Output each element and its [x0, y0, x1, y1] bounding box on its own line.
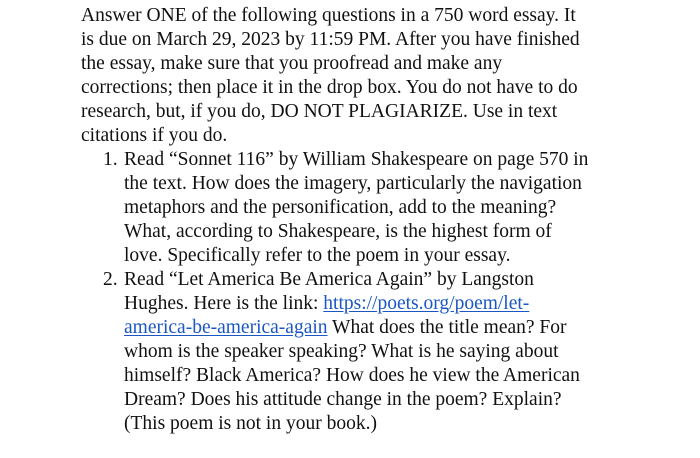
question-2-line [124, 316, 567, 340]
question-2-line: whom is the speaker speaking? What is he saying about [124, 341, 559, 362]
question-2-text: Hughes. Here is the link: [124, 293, 324, 314]
question-2-text: What does the title mean? For [327, 317, 567, 338]
question-2-line: (This poem is not in your book.) [124, 413, 377, 434]
question-1-line: the text. How does the imagery, particularly the navigation [124, 173, 582, 194]
intro-line: the essay, make sure that you proofread and make any [81, 53, 503, 74]
question-2-line [124, 292, 529, 316]
question-1-line: Read “Sonnet 116” by William Shakespeare on page 570 in [124, 149, 589, 170]
question-1-line: love. Specifically refer to the poem in your essay. [124, 245, 511, 266]
question-1-line: metaphors and the personification, add to the meaning? [124, 197, 557, 218]
intro-line: citations if you do. [81, 125, 228, 146]
intro-line: research, but, if you do, DO NOT PLAGIARIZE. Use in text [81, 101, 558, 122]
intro-line: Answer ONE of the following questions in a 750 word essay. It [81, 5, 576, 26]
question-1-number: 1. [103, 149, 118, 170]
question-2-line: Read “Let America Be America Again” by Langston [124, 269, 534, 290]
question-2-line: Dream? Does his attitude change in the poem? Explain? [124, 389, 562, 410]
poem-link[interactable]: https://poets.org/poem/let- [323, 293, 530, 314]
question-2-line: himself? Black America? How does he view the American [124, 365, 580, 386]
poem-link-continued[interactable]: america-be-america-again [124, 317, 328, 338]
intro-line: is due on March 29, 2023 by 11:59 PM. After you have finished [81, 29, 580, 50]
intro-line: corrections; then place it in the drop box. You do not have to do [81, 77, 578, 98]
question-1-line: What, according to Shakespeare, is the highest form of [124, 221, 552, 242]
question-2-number: 2. [103, 269, 118, 290]
